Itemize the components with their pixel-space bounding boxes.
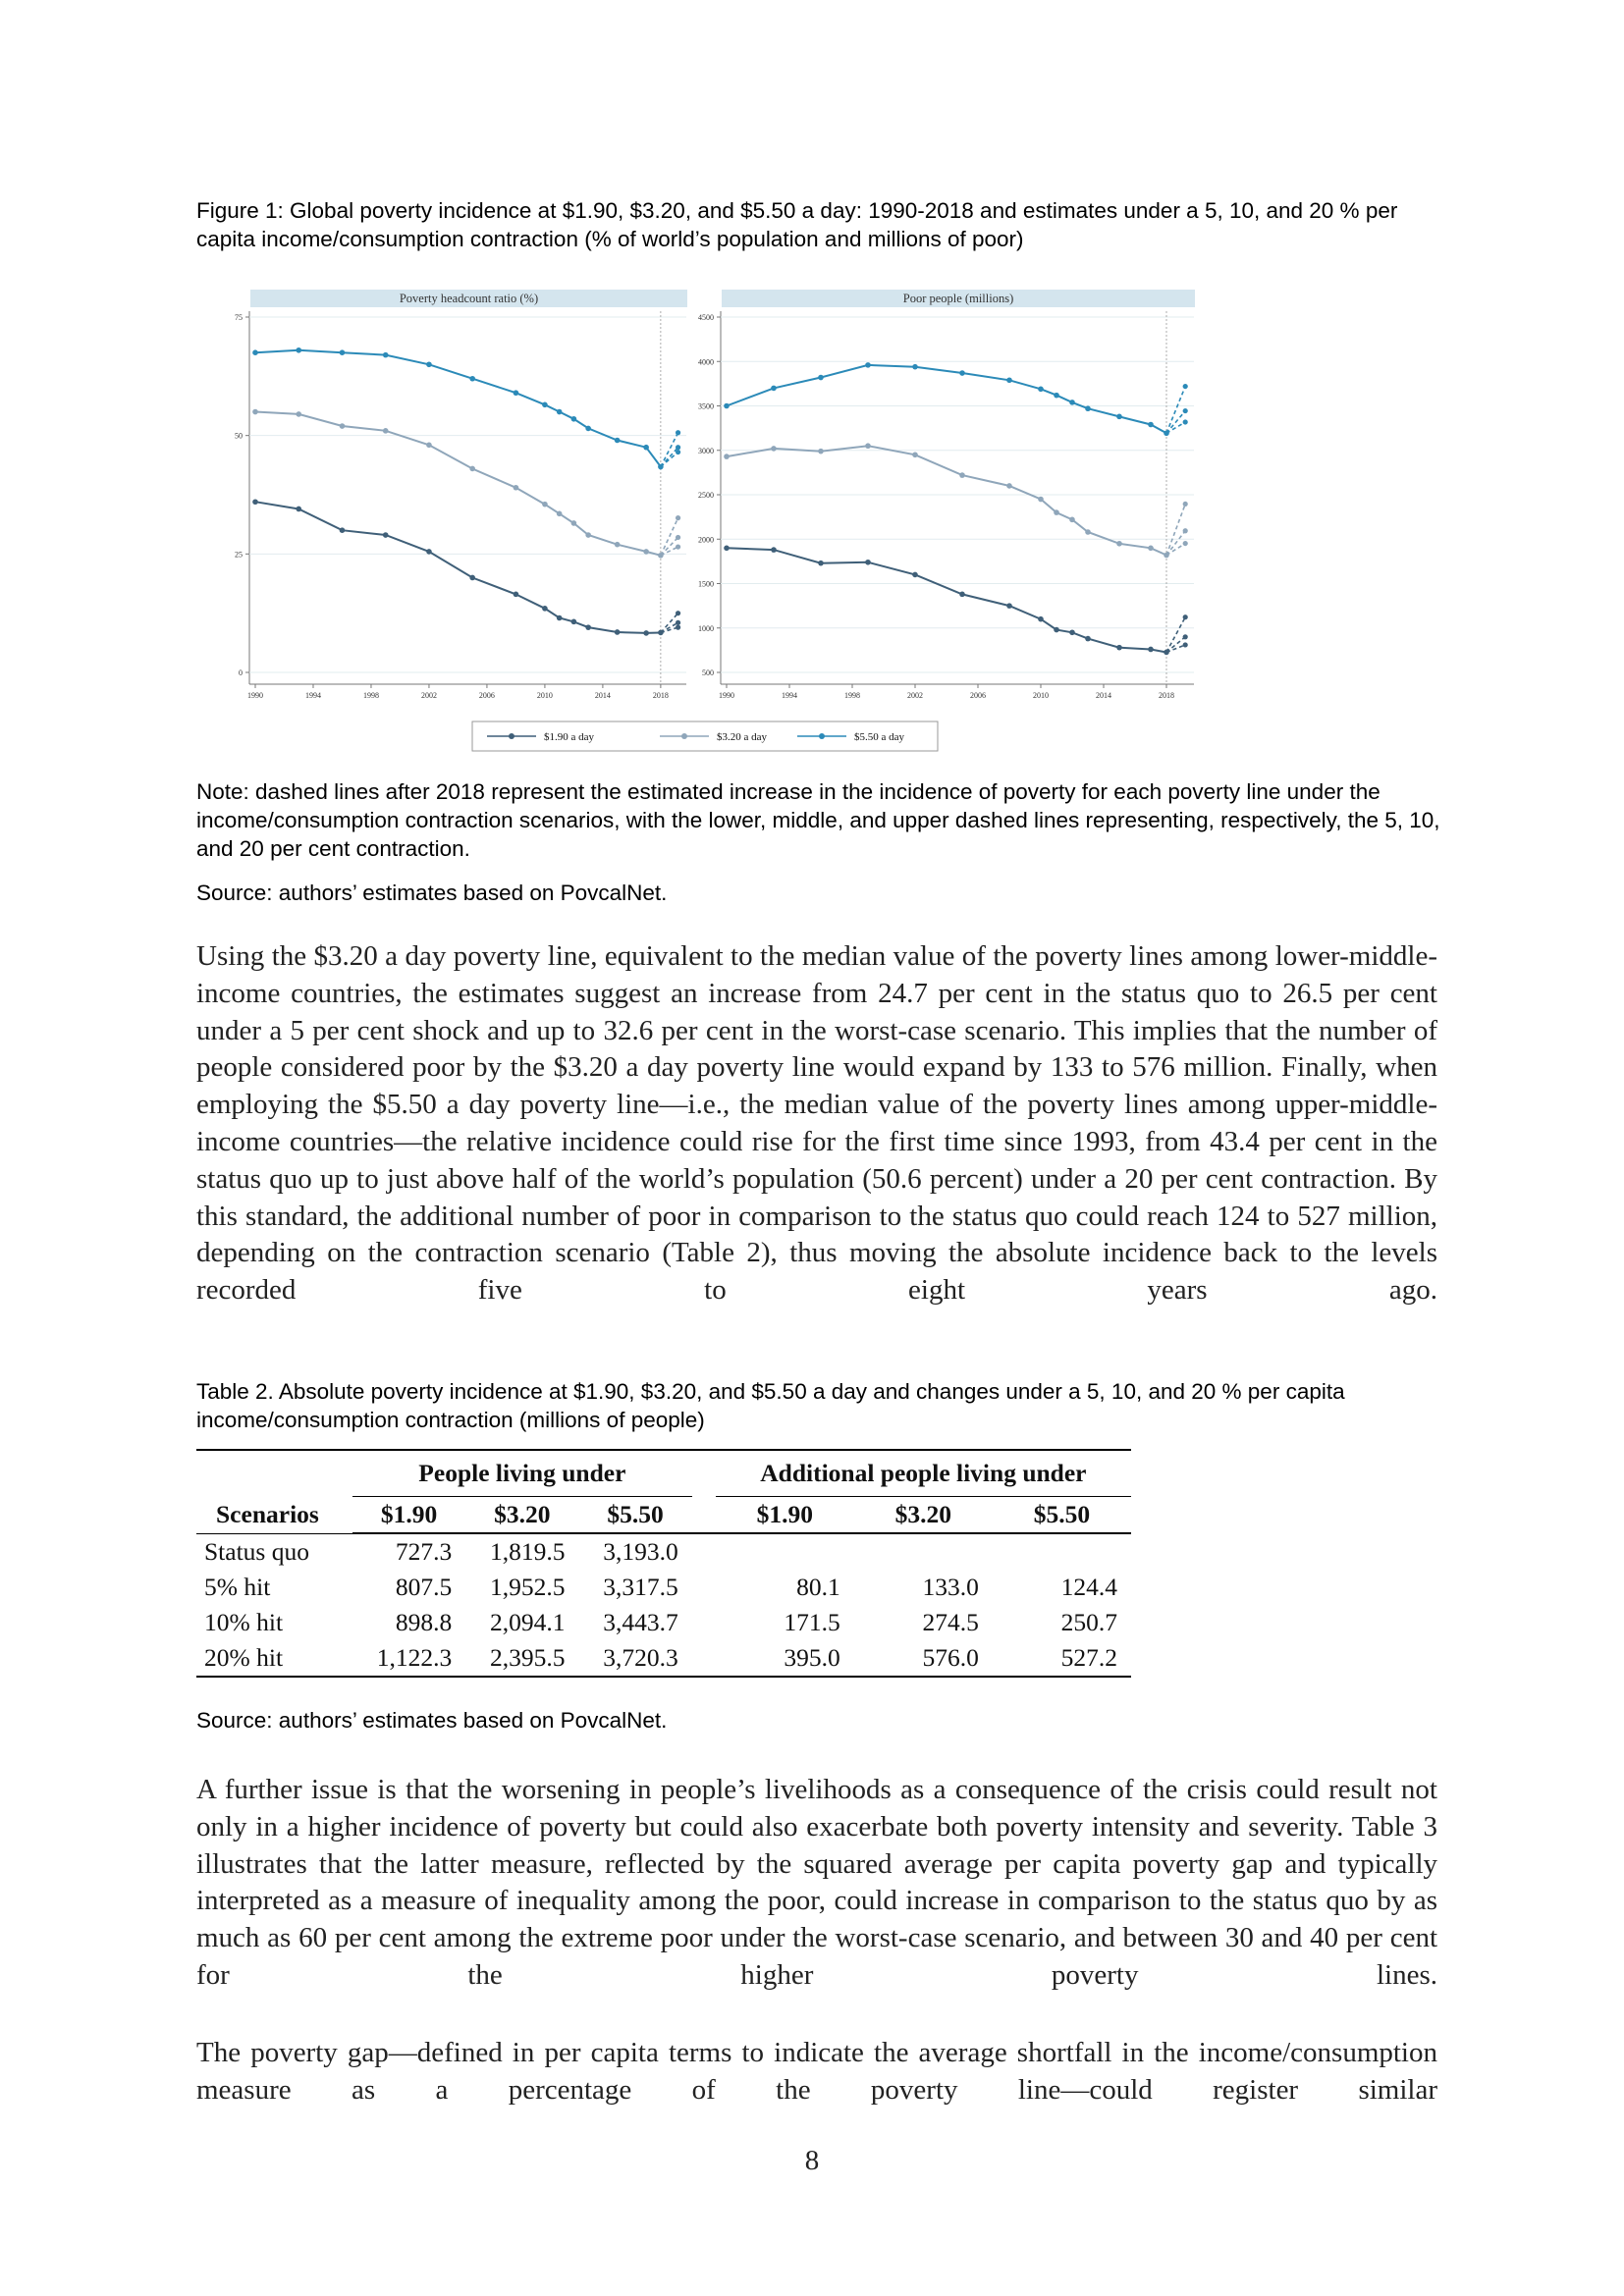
y-tick-label: 4000 bbox=[698, 357, 714, 367]
data-point bbox=[383, 428, 389, 434]
data-point bbox=[340, 423, 346, 429]
table-row bbox=[196, 1640, 1131, 1677]
data-point bbox=[1069, 400, 1075, 405]
data-point bbox=[542, 606, 548, 612]
data-point bbox=[1006, 483, 1012, 489]
scenario-point bbox=[1183, 528, 1188, 533]
data-point bbox=[426, 549, 432, 555]
y-tick-label: 2500 bbox=[698, 491, 714, 500]
row-label: 5% hit bbox=[204, 1573, 271, 1601]
scenario-point bbox=[1183, 419, 1188, 424]
data-point bbox=[865, 362, 871, 368]
data-point bbox=[469, 466, 475, 472]
chart-panel-poor-people bbox=[698, 290, 1195, 700]
scenario-line bbox=[661, 448, 678, 467]
data-point bbox=[296, 507, 301, 512]
series-line bbox=[727, 548, 1166, 652]
x-tick-label: 1990 bbox=[719, 691, 734, 700]
data-point bbox=[1038, 616, 1044, 622]
data-point bbox=[1085, 529, 1091, 535]
header-gap bbox=[692, 1450, 716, 1497]
scenario-line bbox=[1166, 411, 1185, 434]
legend-label: $5.50 a day bbox=[854, 731, 905, 743]
y-tick-label: 500 bbox=[702, 668, 714, 677]
header-people-living-under: People living under bbox=[352, 1450, 692, 1497]
table-cell: 898.8 bbox=[395, 1608, 453, 1636]
x-tick-label: 1994 bbox=[782, 691, 797, 700]
x-tick-label: 2002 bbox=[907, 691, 923, 700]
data-point bbox=[643, 549, 649, 555]
data-point bbox=[643, 630, 649, 636]
header-gap bbox=[692, 1497, 716, 1534]
series-line bbox=[727, 365, 1166, 433]
x-tick-label: 2014 bbox=[1096, 691, 1111, 700]
y-tick-label: 4500 bbox=[698, 313, 714, 322]
data-point bbox=[1069, 629, 1075, 635]
x-tick-label: 1998 bbox=[362, 691, 379, 700]
data-point bbox=[542, 502, 548, 507]
x-tick-label: 1990 bbox=[247, 691, 263, 700]
scenario-line bbox=[1166, 422, 1185, 433]
data-point bbox=[724, 403, 730, 409]
subheader-cell: $5.50 bbox=[993, 1497, 1131, 1534]
data-point bbox=[1054, 627, 1059, 633]
data-point bbox=[426, 443, 432, 449]
scenario-point bbox=[676, 515, 680, 520]
data-point bbox=[818, 375, 824, 381]
poverty-table bbox=[196, 1449, 1131, 1678]
table-cell: 1,819.5 bbox=[489, 1537, 566, 1566]
data-point bbox=[585, 426, 591, 432]
data-point bbox=[1085, 405, 1091, 411]
panel-title: Poverty headcount ratio (%) bbox=[399, 292, 539, 305]
scenario-point bbox=[1183, 614, 1188, 619]
table-cell bbox=[716, 1533, 854, 1570]
scenario-line bbox=[1166, 387, 1185, 434]
data-point bbox=[771, 446, 777, 452]
data-point bbox=[383, 532, 389, 538]
table-header-row bbox=[196, 1450, 1131, 1497]
table-cell: 124.4 bbox=[1060, 1573, 1117, 1601]
x-tick-label: 2006 bbox=[478, 691, 495, 700]
data-point bbox=[818, 561, 824, 566]
data-point bbox=[571, 416, 577, 422]
series-line bbox=[255, 502, 661, 633]
series-line bbox=[255, 350, 661, 467]
data-point bbox=[959, 370, 965, 376]
data-point bbox=[514, 390, 519, 396]
x-tick-label: 2006 bbox=[970, 691, 986, 700]
data-point bbox=[912, 452, 918, 457]
table-cell: 576.0 bbox=[854, 1640, 993, 1677]
x-tick-label: 2010 bbox=[536, 691, 553, 700]
data-point bbox=[340, 349, 346, 355]
x-tick-label: 2014 bbox=[594, 691, 611, 700]
scenario-point bbox=[1183, 408, 1188, 413]
subheader-cell: $5.50 bbox=[578, 1497, 691, 1534]
scenario-point bbox=[676, 535, 680, 540]
scenario-line bbox=[1166, 637, 1185, 653]
data-point bbox=[557, 409, 563, 415]
data-point bbox=[469, 376, 475, 382]
data-point bbox=[912, 572, 918, 578]
data-point bbox=[615, 438, 621, 444]
chart-legend bbox=[472, 721, 938, 751]
scenario-point bbox=[676, 611, 680, 615]
table-row bbox=[196, 1570, 1131, 1605]
data-point bbox=[426, 361, 432, 367]
body-paragraph: The poverty gap—defined in per capita terms to indicate the average shortfall in the income/consumption measure as a percentage of the poverty line—could register similar bbox=[196, 2037, 1437, 2106]
scenario-point bbox=[1183, 502, 1188, 507]
x-tick-label: 1998 bbox=[844, 691, 860, 700]
data-point bbox=[1006, 377, 1012, 383]
data-point bbox=[643, 445, 649, 451]
table-cell bbox=[993, 1533, 1131, 1570]
data-point bbox=[1116, 414, 1122, 420]
scenario-line bbox=[1166, 531, 1185, 556]
subheader-cell: $1.90 bbox=[352, 1497, 465, 1534]
legend-marker bbox=[509, 733, 514, 739]
data-point bbox=[912, 364, 918, 370]
data-point bbox=[771, 547, 777, 553]
y-tick-label: 50 bbox=[235, 431, 243, 441]
data-point bbox=[1148, 647, 1154, 653]
data-point bbox=[959, 592, 965, 598]
table-cell: 133.0 bbox=[922, 1573, 979, 1601]
table-cell: 80.1 bbox=[796, 1573, 840, 1601]
figure-caption: Figure 1: Global poverty incidence at $1.90, $3.20, and $5.50 a day: 1990-2018 and estimates under a 5, 10, and 20 % per capita income/consumption contraction (% of world’s population and millions of poor) bbox=[196, 198, 1398, 251]
header-scenarios: Scenarios bbox=[196, 1450, 352, 1533]
page-number: 8 bbox=[804, 2145, 820, 2176]
table-cell: 3,193.0 bbox=[603, 1537, 678, 1566]
y-tick-label: 1500 bbox=[698, 579, 714, 589]
data-point bbox=[1054, 509, 1059, 515]
data-point bbox=[1148, 546, 1154, 552]
table-cell: 727.3 bbox=[395, 1537, 453, 1566]
data-point bbox=[1006, 603, 1012, 609]
data-point bbox=[383, 352, 389, 358]
data-point bbox=[865, 443, 871, 449]
scenario-point bbox=[676, 445, 680, 450]
table-cell: 527.2 bbox=[993, 1640, 1131, 1677]
data-point bbox=[252, 409, 258, 415]
table-cell: 2,395.5 bbox=[465, 1640, 578, 1677]
table-cell: 807.5 bbox=[395, 1573, 453, 1601]
data-point bbox=[724, 546, 730, 552]
scenario-line bbox=[1166, 544, 1185, 556]
scenario-point bbox=[1183, 642, 1188, 647]
subheader-cell: $3.20 bbox=[854, 1497, 993, 1534]
scenario-line bbox=[661, 518, 678, 556]
row-label: 20% hit bbox=[196, 1640, 352, 1677]
data-point bbox=[865, 560, 871, 565]
data-point bbox=[340, 527, 346, 533]
data-point bbox=[542, 401, 548, 407]
subheader-cell: $3.20 bbox=[465, 1497, 578, 1534]
table-cell: 3,443.7 bbox=[603, 1608, 678, 1636]
scenario-point bbox=[676, 625, 680, 630]
x-tick-label: 2010 bbox=[1033, 691, 1049, 700]
figure-source: Source: authors’ estimates based on PovcalNet. bbox=[196, 881, 668, 905]
data-point bbox=[615, 542, 621, 548]
scenario-point bbox=[676, 620, 680, 625]
scenario-line bbox=[1166, 617, 1185, 653]
table-source: Source: authors’ estimates based on PovcalNet. bbox=[196, 1708, 668, 1733]
data-point bbox=[1054, 393, 1059, 399]
data-point bbox=[959, 472, 965, 478]
data-point bbox=[1069, 517, 1075, 523]
y-tick-label: 75 bbox=[235, 313, 243, 322]
row-label: Status quo bbox=[204, 1536, 309, 1566]
y-tick-label: 25 bbox=[235, 550, 243, 560]
legend-label: $3.20 a day bbox=[717, 731, 768, 743]
data-point bbox=[615, 629, 621, 635]
table-row bbox=[196, 1605, 1131, 1640]
data-point bbox=[1148, 422, 1154, 428]
x-tick-label: 2002 bbox=[420, 691, 437, 700]
table-cell: 3,317.5 bbox=[603, 1573, 678, 1601]
data-point bbox=[585, 532, 591, 538]
scenario-line bbox=[1166, 504, 1185, 555]
data-point bbox=[1116, 541, 1122, 547]
scenario-point bbox=[1183, 634, 1188, 639]
data-point bbox=[571, 520, 577, 526]
table-cell: 395.0 bbox=[716, 1640, 854, 1677]
data-point bbox=[296, 347, 301, 353]
subheader-cell: $1.90 bbox=[716, 1497, 854, 1534]
x-tick-label: 2018 bbox=[1159, 691, 1174, 700]
table-row bbox=[196, 1533, 1131, 1570]
y-tick-label: 0 bbox=[239, 668, 243, 677]
table-caption: Table 2. Absolute poverty incidence at $1.90, $3.20, and $5.50 a day and changes under a 5, 10, and 20 % per capita income/consumption contraction (millions of people) bbox=[196, 1379, 1345, 1432]
data-point bbox=[296, 411, 301, 417]
data-point bbox=[1038, 387, 1044, 393]
table-cell bbox=[854, 1533, 993, 1570]
x-tick-label: 2018 bbox=[652, 691, 669, 700]
table-cell: 2,094.1 bbox=[489, 1608, 566, 1636]
table-cell: 250.7 bbox=[1060, 1608, 1117, 1636]
data-point bbox=[1085, 636, 1091, 642]
body-paragraph: A further issue is that the worsening in people’s livelihoods as a consequence of the crisis could result not only in a higher incidence of poverty but could also exacerbate both poverty intensity and severity. Table 3 illustrates that the latter measure, reflected by the squared average per capita poverty gap and typically interpreted as a measure of inequality among the poor, could increase in comparison to the status quo by as much as 60 per cent among the extreme poor under the worst-case scenario, and between 30 and 40 per cent for the higher poverty lines. bbox=[196, 1774, 1437, 1991]
figure-charts bbox=[196, 280, 1208, 761]
scenario-point bbox=[1183, 384, 1188, 389]
data-point bbox=[771, 386, 777, 392]
legend-marker bbox=[819, 733, 825, 739]
x-tick-label: 1994 bbox=[304, 691, 321, 700]
body-paragraph: Using the $3.20 a day poverty line, equivalent to the median value of the poverty lines among lower-middle-income countries, the estimates suggest an increase from 24.7 per cent in the status quo to 26.5 per cent under a 5 per cent shock and up to 32.6 per cent in the worst-case scenario. This implies that the number of people considered poor by the $3.20 a day poverty line would expand by 133 to 576 million. Finally, when employing the $5.50 a day poverty line—i.e., the median value of the poverty lines among upper-middle-income countries—the relative incidence could rise for the first time since 1993, from 43.4 per cent in the status quo up to just above half of the world’s population (50.6 percent) under a 20 per cent contraction. By this standard, the additional number of poor in comparison to the status quo could reach 124 to 527 million, depending on the contraction scenario (Table 2), thus moving the absolute incidence back to the levels recorded five to eight years ago. bbox=[196, 940, 1437, 1307]
data-point bbox=[514, 485, 519, 491]
data-point bbox=[252, 499, 258, 505]
scenario-line bbox=[661, 537, 678, 555]
y-tick-label: 1000 bbox=[698, 623, 714, 633]
data-point bbox=[557, 615, 563, 621]
figure-note: Note: dashed lines after 2018 represent the estimated increase in the incidence of poverty for each poverty line under the income/consumption contraction scenarios, with the lower, middle, and upper dashed lines representing, respectively, the 5, 10, and 20 per cent contraction. bbox=[196, 779, 1440, 861]
legend-label: $1.90 a day bbox=[544, 731, 595, 743]
data-point bbox=[585, 624, 591, 630]
y-tick-label: 3000 bbox=[698, 446, 714, 455]
data-point bbox=[724, 454, 730, 459]
table-cell: 171.5 bbox=[784, 1608, 840, 1636]
table-cell: 1,122.3 bbox=[352, 1640, 465, 1677]
data-point bbox=[1116, 645, 1122, 651]
chart-panel-headcount-ratio bbox=[235, 290, 687, 700]
table-cell: 274.5 bbox=[922, 1608, 979, 1636]
data-point bbox=[571, 619, 577, 625]
scenario-point bbox=[676, 544, 680, 549]
data-point bbox=[469, 575, 475, 581]
data-point bbox=[818, 449, 824, 454]
table-cell: 1,952.5 bbox=[489, 1573, 566, 1601]
table-cell: 3,720.3 bbox=[578, 1640, 691, 1677]
y-tick-label: 2000 bbox=[698, 535, 714, 545]
data-point bbox=[252, 349, 258, 355]
row-label: 10% hit bbox=[204, 1608, 284, 1636]
data-point bbox=[557, 511, 563, 517]
data-point bbox=[514, 592, 519, 598]
scenario-point bbox=[1183, 541, 1188, 546]
scenario-line bbox=[1166, 645, 1185, 653]
y-tick-label: 3500 bbox=[698, 401, 714, 411]
scenario-point bbox=[676, 430, 680, 435]
legend-marker bbox=[681, 733, 687, 739]
panel-title: Poor people (millions) bbox=[902, 292, 1014, 305]
data-point bbox=[1038, 497, 1044, 503]
header-additional-people: Additional people living under bbox=[716, 1450, 1131, 1497]
